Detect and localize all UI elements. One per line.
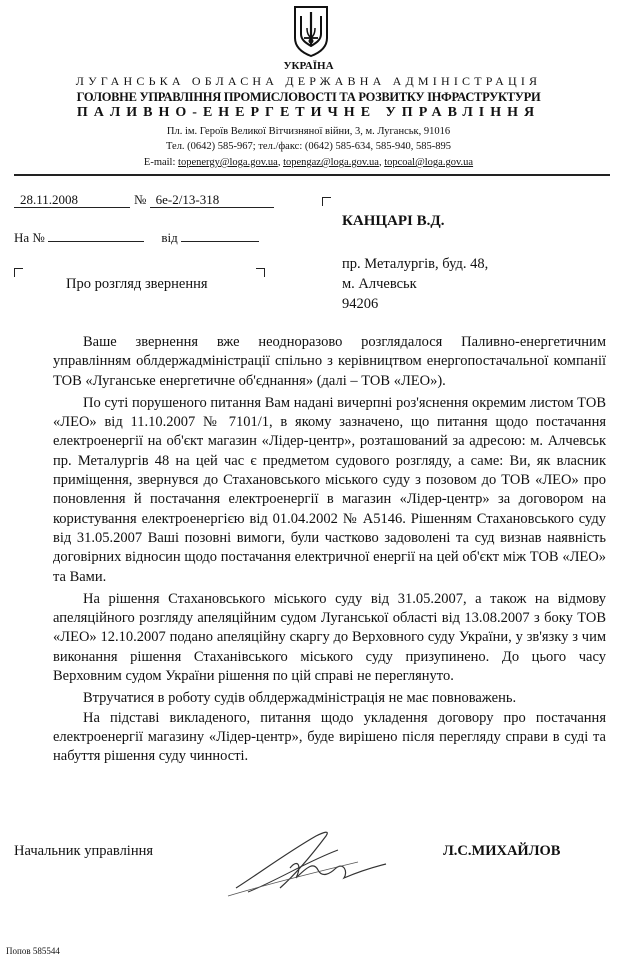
header-emails: E-mail: topenergy@loga.gov.ua, topengaz@loga.gov.ua, topcoal@loga.gov.ua: [143, 157, 474, 168]
header-phones: Тел. (0642) 585-967; тел./факс: (0642) 585-634, 585-940, 585-895: [166, 141, 451, 152]
incoming-on-label: На №: [14, 230, 45, 245]
incoming-number-blank: [48, 241, 144, 242]
addressee-zip: 94206: [342, 296, 379, 312]
email-link-topengaz[interactable]: topengaz@loga.gov.ua: [283, 157, 379, 168]
incoming-from-label: від: [161, 230, 178, 245]
addressee-name: КАНЦАРІ В.Д.: [342, 213, 445, 229]
outgoing-number-row: [134, 192, 274, 208]
signature-title: Начальник управління: [14, 843, 154, 859]
header-main-dept: ГОЛОВНЕ УПРАВЛІННЯ ПРОМИСЛОВОСТІ ТА РОЗВИТКУ ІНФРАСТРУКТУРИ: [76, 90, 541, 104]
header-dept: ПАЛИВНО-ЕНЕРГЕТИЧНЕ УПРАВЛІННЯ: [76, 105, 541, 120]
email-link-topenergy[interactable]: topenergy@loga.gov.ua: [178, 157, 278, 168]
subject-corner-right: [256, 268, 265, 277]
executor-footer: Попов 585544: [6, 946, 60, 956]
trident-emblem-icon: [292, 4, 330, 58]
header-country: УКРАЇНА: [283, 60, 334, 72]
corner-mark: [322, 197, 331, 206]
incoming-row: [14, 230, 259, 246]
body-paragraph: По суті порушеного питання Вам надані вичерпні роз'яснення окремим листом ТОВ «ЛЕО» від 11.10.2007 № 7101/1, в якому зазначено, що питання щодо постачання електроенергії на об'єкт магазин «Лідер-центр», розташований за адресою: м. Алчевськ пр. Металургів 48 на цей час є предметом судового розгляду, а саме: Ви, як власник приміщення, звернувся до Стахановського міського суду з позовом до ТОВ «ЛЕО» про поновлення й постачання електроенергії в магазин «Лідер-центр» за договором на користування електроенергією від 01.04.2002 № А5146. Рішенням Стахановського суду від 31.05.2007 Ваші позовні вимоги, були частково задоволені та суд визнав наявність договірних відносин щодо постачання електричної енергії на цей об'єкт між ТОВ «ЛЕО» та Вами.: [53, 394, 606, 585]
email-label: E-mail:: [143, 157, 176, 168]
header-admin: ЛУГАНСЬКА ОБЛАСНА ДЕРЖАВНА АДМІНІСТРАЦІЯ: [75, 74, 542, 88]
addressee-city: м. Алчевськ: [342, 276, 417, 292]
body-paragraph: На рішення Стахановського міського суду від 31.05.2007, а також на відмову апеляційного розгляду апеляційним судом Луганської області від 13.08.2007 з боку ТОВ «ЛЕО» 12.10.2007 подано апеляційну скаргу до Верховного суду України, у зв'язку з чим виконання рішення Стаханівського міського суду призупинено. До цього часу Верховним судом України рішення по цій справі не переглянуто.: [53, 590, 606, 685]
outgoing-number: 6е-2/13-318: [150, 193, 274, 208]
number-label: №: [134, 192, 147, 207]
signature-name: Л.С.МИХАЙЛОВ: [443, 843, 561, 859]
body-paragraph: Втручатися в роботу судів облдержадміністрація не має повноважень.: [83, 690, 517, 707]
subject-line: Про розгляд звернення: [66, 276, 208, 292]
body-paragraph: На підставі викладеного, питання щодо укладення договору про постачання електроенергії магазину «Лідер-центр», буде вирішено після перегляду справи в суді та набуття рішення суду чинності.: [53, 709, 606, 765]
addressee-street: пр. Металургів, буд. 48,: [342, 256, 489, 272]
outgoing-date: 28.11.2008: [14, 193, 130, 208]
outgoing-date-row: [14, 192, 130, 208]
header-divider: [14, 174, 610, 176]
letter-body: [53, 333, 606, 767]
subject-corner-left: [14, 268, 23, 277]
handwritten-signature: [218, 822, 418, 900]
incoming-date-blank: [181, 241, 259, 242]
body-paragraph: Ваше звернення вже неодноразово розглядалося Паливно-енергетичним управлінням облдержадміністрації спільно з керівництвом енергопостачальної компанії ТОВ «Луганське енергетичне об'єднання» (далі – ТОВ «ЛЕО»).: [53, 334, 606, 389]
email-link-topcoal[interactable]: topcoal@loga.gov.ua: [384, 157, 474, 168]
header-address: Пл. ім. Героїв Великої Вітчизняної війни, 3, м. Луганськ, 91016: [166, 126, 451, 137]
